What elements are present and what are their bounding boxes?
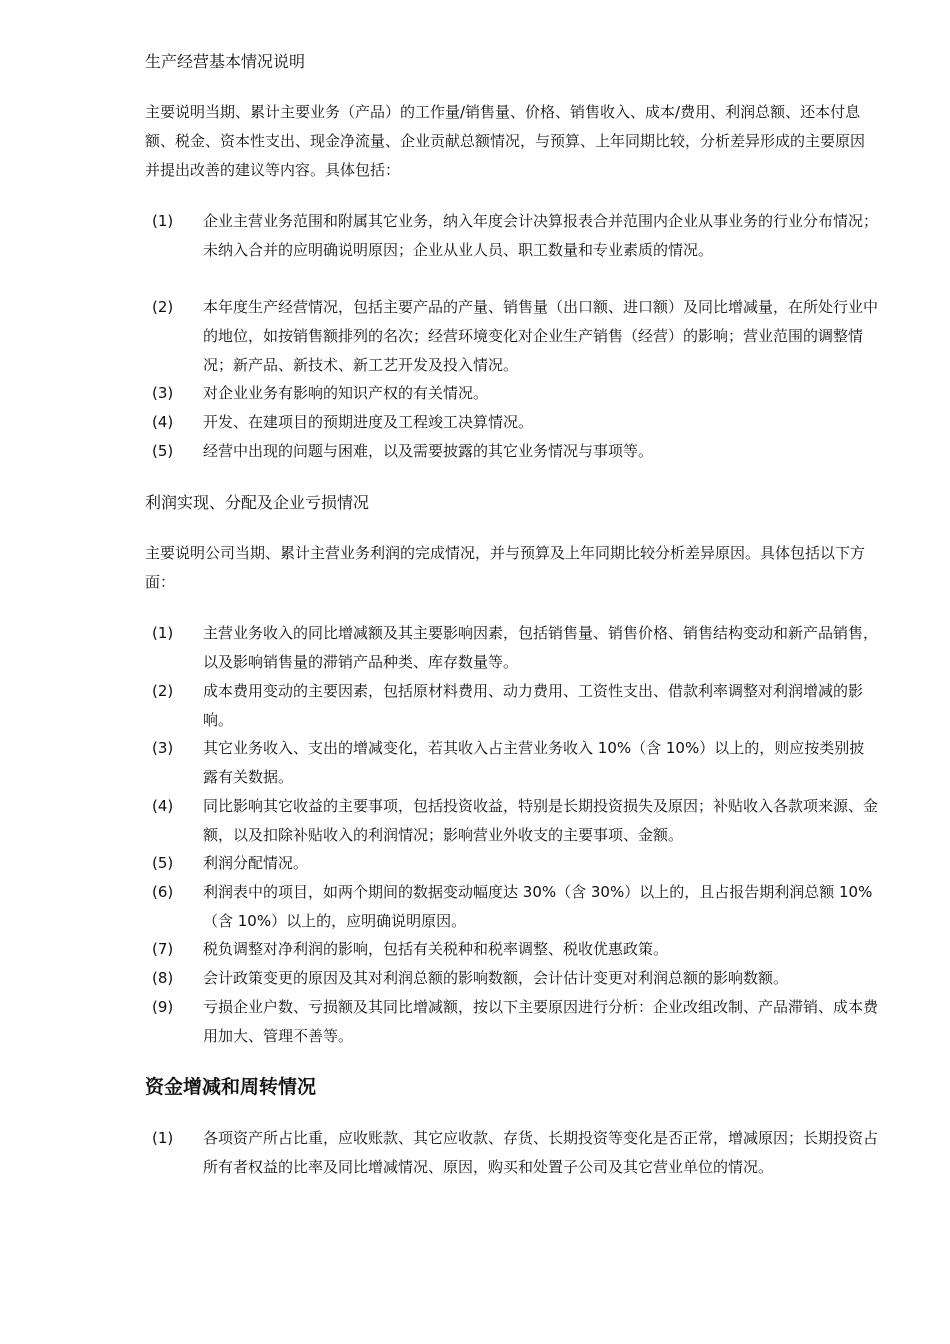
list-item-text: 对企业业务有影响的知识产权的有关情况。 bbox=[203, 384, 489, 402]
list-item-text: 本年度生产经营情况，包括主要产品的产量、销售量（出口额、进口额）及同比增减量，在所处行业中的地位，如按销售额排列的名次；经营环境变化对企业生产销售（经营）的影响；营业范围的调整情况；新产品、新技术、新工艺开发及投入情况。 bbox=[203, 298, 879, 374]
list-item bbox=[152, 379, 882, 408]
list-item bbox=[152, 849, 882, 878]
list-item bbox=[152, 677, 882, 735]
list-item-text: 企业主营业务范围和附属其它业务，纳入年度会计决算报表合并范围内企业从事业务的行业分布情况；未纳入合并的应明确说明原因；企业从业人员、职工数量和专业素质的情况。 bbox=[203, 212, 879, 259]
list-item-text: 税负调整对净利润的影响，包括有关税种和税率调整、税收优惠政策。 bbox=[203, 940, 669, 958]
list-item bbox=[152, 935, 882, 964]
list-item-number: (1) bbox=[152, 624, 174, 642]
list-item-text: 主营业务收入的同比增减额及其主要影响因素，包括销售量、销售价格、销售结构变动和新产品销售，以及影响销售量的滞销产品种类、库存数量等。 bbox=[203, 624, 879, 671]
list-item-text: 亏损企业户数、亏损额及其同比增减额，按以下主要原因进行分析：企业改组改制、产品滞销、成本费用加大、管理不善等。 bbox=[203, 998, 879, 1045]
list-item bbox=[152, 993, 882, 1051]
list-item bbox=[152, 792, 882, 850]
list-item-number: (7) bbox=[152, 940, 174, 958]
list-item-number: (4) bbox=[152, 413, 174, 431]
list-item bbox=[152, 734, 882, 792]
list-item-number: (8) bbox=[152, 969, 174, 987]
list-item-text: 经营中出现的问题与困难，以及需要披露的其它业务情况与事项等。 bbox=[203, 442, 654, 460]
section-intro-production: 主要说明当期、累计主要业务（产品）的工作量/销售量、价格、销售收入、成本/费用、利润总额、还本付息额、税金、资本性支出、现金净流量、企业贡献总额情况，与预算、上年同期比较，分析差异形成的主要原因并提出改善的建议等内容。具体包括： bbox=[145, 103, 866, 179]
list-item-text: 同比影响其它收益的主要事项，包括投资收益，特别是长期投资损失及原因；补贴收入各款项来源、金额，以及扣除补贴收入的利润情况；影响营业外收支的主要事项、金额。 bbox=[203, 797, 879, 844]
list-item-text: 其它业务收入、支出的增减变化，若其收入占主营业务收入 10%（含 10%）以上的，则应按类别披露有关数据。 bbox=[203, 739, 865, 786]
list-item-number: (5) bbox=[152, 442, 174, 460]
list-item-number: (6) bbox=[152, 883, 174, 901]
list-item bbox=[152, 619, 882, 677]
list-item bbox=[152, 1124, 882, 1182]
list-item bbox=[152, 964, 882, 993]
list-item-number: (1) bbox=[152, 212, 174, 230]
list-item-number: (5) bbox=[152, 854, 174, 872]
section-heading-profit: 利润实现、分配及企业亏损情况 bbox=[145, 493, 370, 512]
list-item-text: 利润表中的项目，如两个期间的数据变动幅度达 30%（含 30%）以上的，且占报告期利润总额 10%（含 10%）以上的，应明确说明原因。 bbox=[203, 883, 873, 930]
list-item-number: (9) bbox=[152, 998, 174, 1016]
list-item bbox=[152, 293, 882, 380]
list-item-number: (3) bbox=[152, 739, 174, 757]
list-item-text: 开发、在建项目的预期进度及工程竣工决算情况。 bbox=[203, 413, 534, 431]
list-item bbox=[152, 207, 882, 265]
section-heading-production: 生产经营基本情况说明 bbox=[145, 52, 306, 71]
list-item-text: 成本费用变动的主要因素，包括原材料费用、动力费用、工资性支出、借款利率调整对利润增减的影响。 bbox=[203, 682, 864, 729]
section-intro-profit: 主要说明公司当期、累计主营业务利润的完成情况，并与预算及上年同期比较分析差异原因。具体包括以下方面： bbox=[145, 544, 866, 591]
list-item-text: 各项资产所占比重，应收账款、其它应收款、存货、长期投资等变化是否正常，增减原因；长期投资占所有者权益的比率及同比增减情况、原因，购买和处置子公司及其它营业单位的情况。 bbox=[203, 1129, 879, 1176]
list-item bbox=[152, 878, 882, 936]
list-item-text: 会计政策变更的原因及其对利润总额的影响数额，会计估计变更对利润总额的影响数额。 bbox=[203, 969, 789, 987]
list-item-number: (3) bbox=[152, 384, 174, 402]
list-item-text: 利润分配情况。 bbox=[203, 854, 309, 872]
list-item-number: (4) bbox=[152, 797, 174, 815]
list-item-number: (2) bbox=[152, 682, 174, 700]
list-item-number: (2) bbox=[152, 298, 174, 316]
list-item bbox=[152, 408, 882, 437]
list-item bbox=[152, 437, 882, 466]
list-item-number: (1) bbox=[152, 1129, 174, 1147]
section-heading-funds: 资金增减和周转情况 bbox=[145, 1076, 317, 1098]
